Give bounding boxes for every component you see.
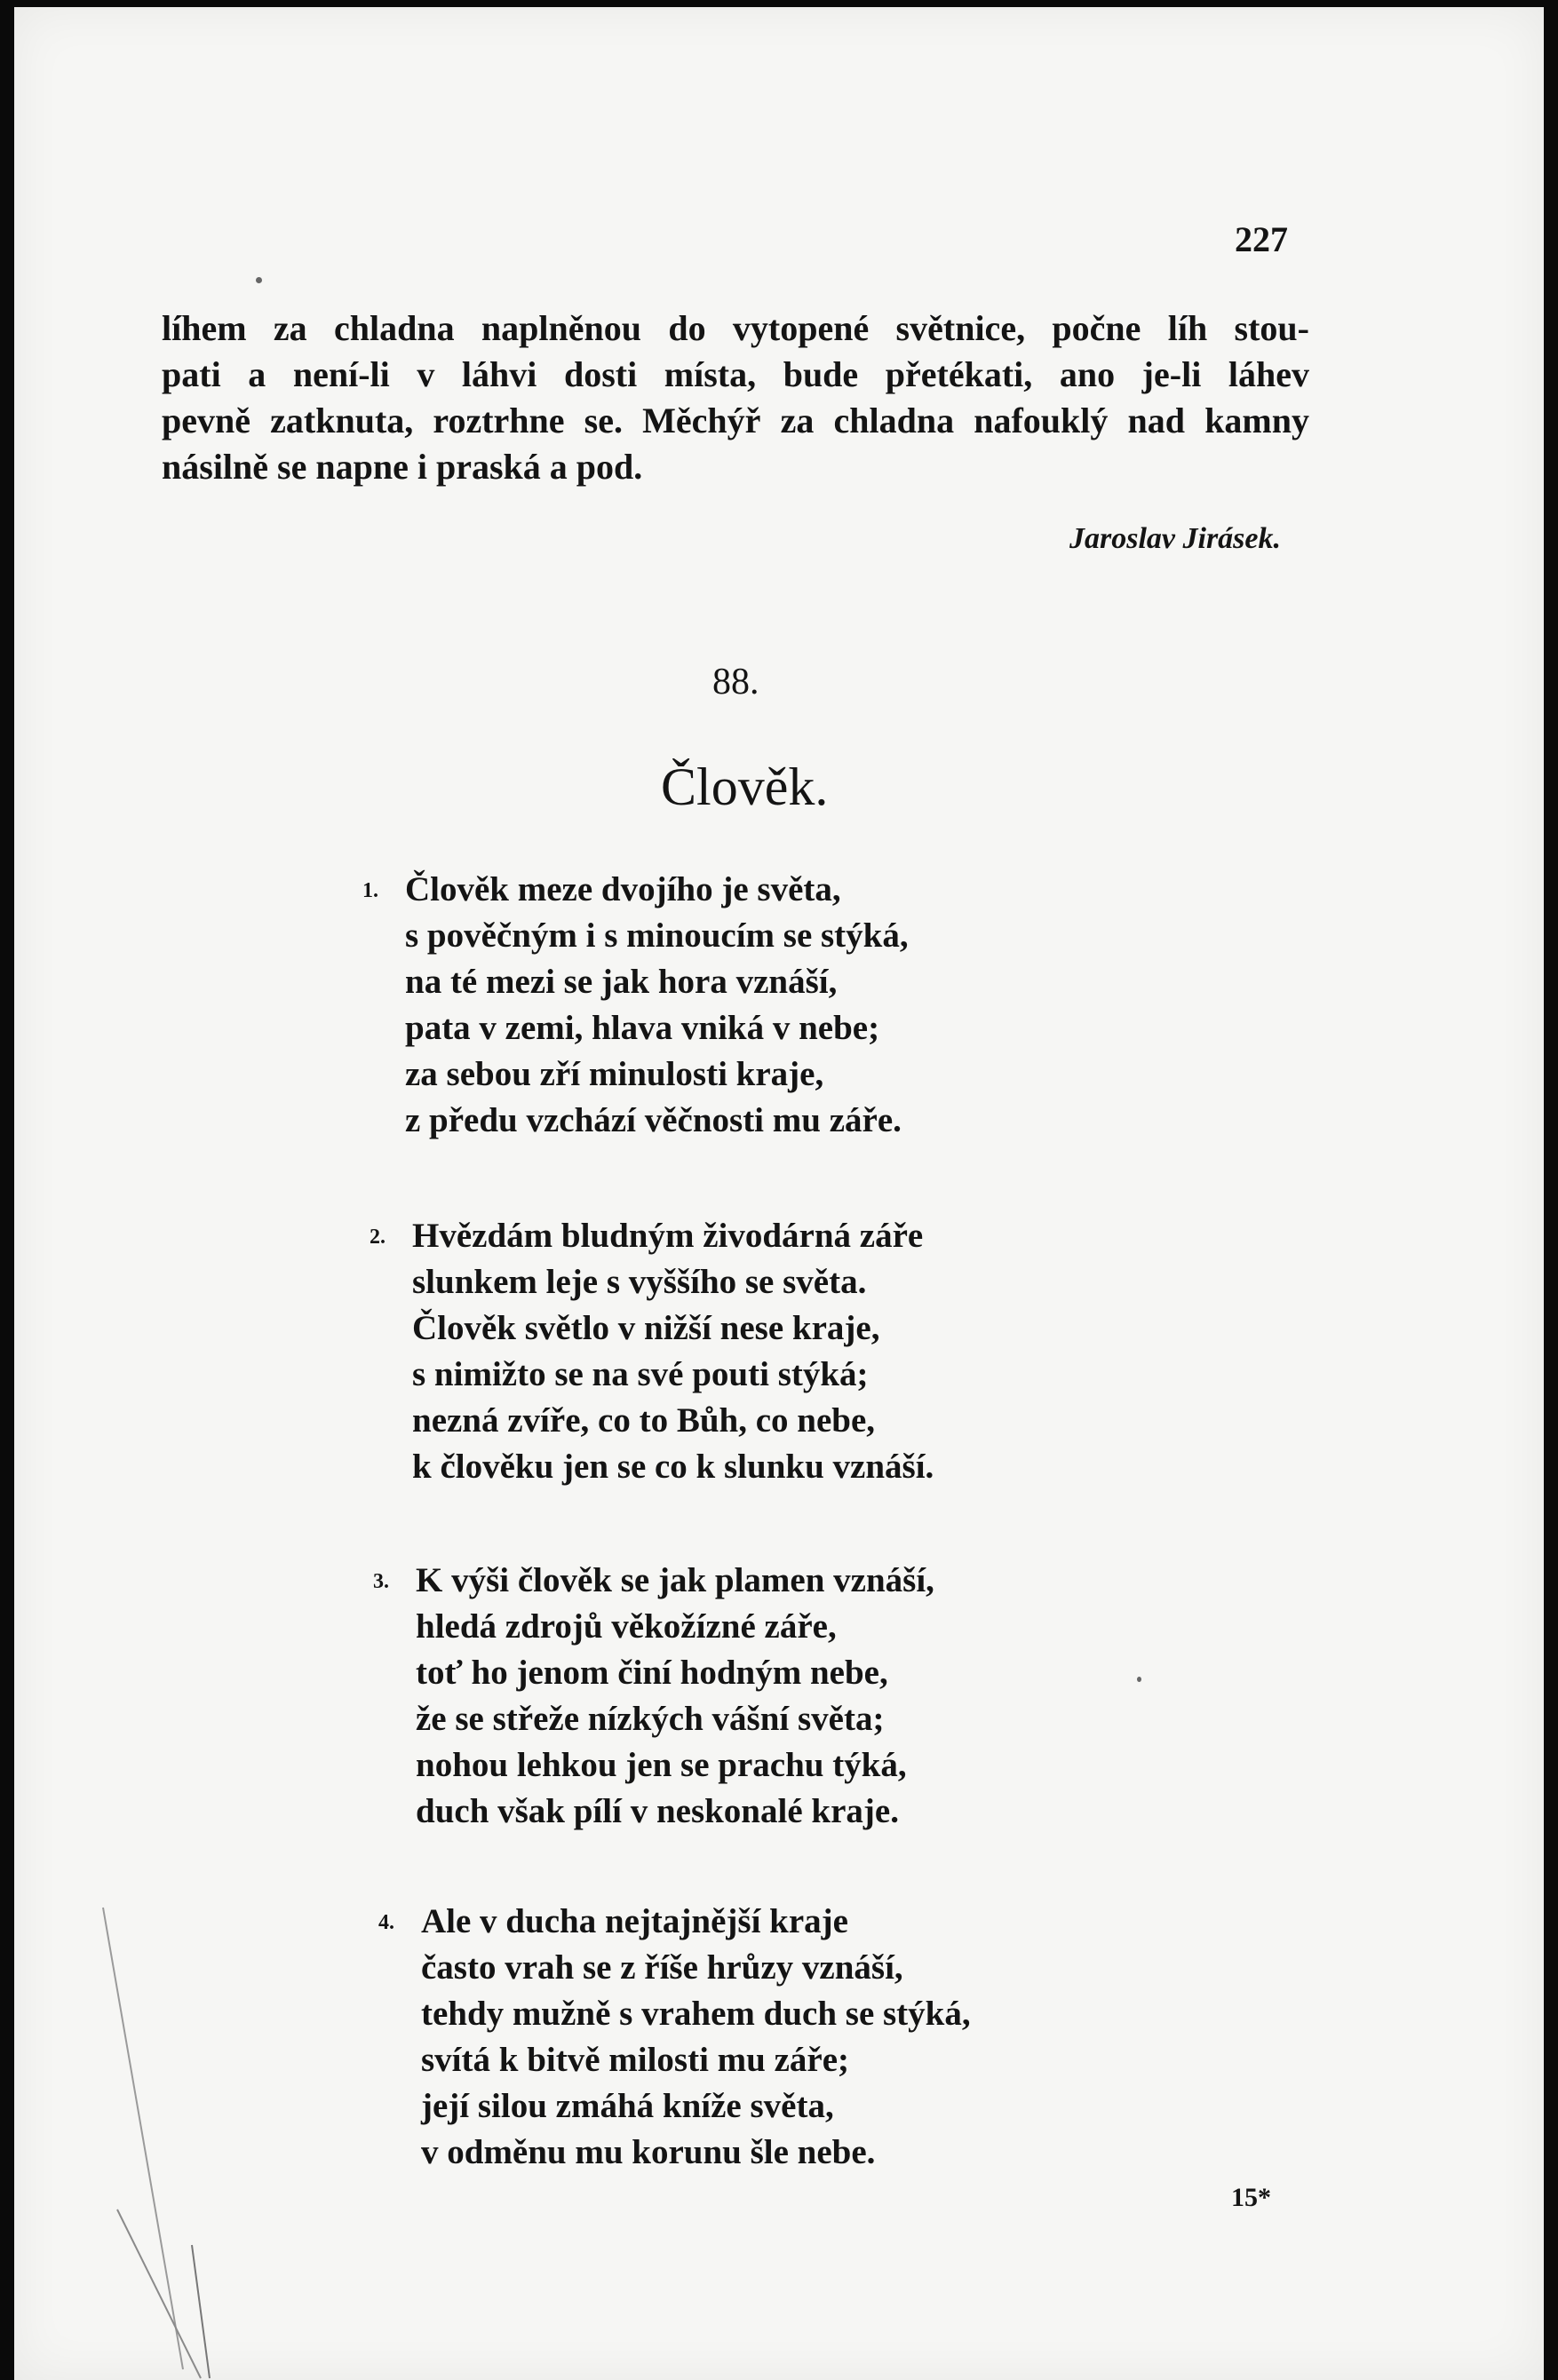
verse-line: její silou zmáhá kníže světa, <box>421 2087 834 2125</box>
poem-title: Člověk. <box>661 758 829 816</box>
stanza-lines <box>405 867 909 1144</box>
prose-paragraph <box>162 305 1309 490</box>
verse-line: K výši člověk se jak plamen vznáší, <box>416 1561 934 1599</box>
signature-mark: 15* <box>1231 2183 1271 2212</box>
verse-line: nohou lehkou jen se prachu týká, <box>416 1746 907 1784</box>
verse-line: často vrah se z říše hrůzy vznáší, <box>421 1948 903 1987</box>
prose-line: násilně se napne i praská a pod. <box>162 447 643 487</box>
stanza-lines <box>421 1899 971 2176</box>
stanza-number: 2. <box>370 1226 386 1249</box>
paper-speck <box>256 277 262 283</box>
stanza-number: 1. <box>362 879 378 902</box>
verse-line: hledá zdrojů věkožízné záře, <box>416 1607 837 1646</box>
stanza-number: 3. <box>373 1570 389 1593</box>
stanza-lines <box>412 1213 934 1490</box>
verse-line: z předu vzchází věčnosti mu záře. <box>405 1101 902 1139</box>
prose-line: pati a není-li v láhvi dosti místa, bude přetékati, ano je-li láhev <box>162 354 1309 394</box>
verse-line: k člověku jen se co k slunku vznáší. <box>412 1448 934 1486</box>
verse-line: s nimižto se na své pouti stýká; <box>412 1355 869 1393</box>
verse-line: svítá k bitvě milosti mu záře; <box>421 2041 850 2079</box>
page-number: 227 <box>1235 219 1288 259</box>
stanza-lines <box>416 1558 934 1835</box>
verse-line: nezná zvíře, co to Bůh, co nebe, <box>412 1401 876 1440</box>
book-page <box>14 7 1544 2380</box>
verse-line: Člověk světlo v nižší nese kraje, <box>412 1309 880 1347</box>
verse-line: Ale v ducha nejtajnější kraje <box>421 1902 848 1940</box>
verse-line: na té mezi se jak hora vznáší, <box>405 963 838 1001</box>
verse-line: za sebou zří minulosti kraje, <box>405 1055 824 1093</box>
verse-line: Člověk meze dvojího je světa, <box>405 870 841 908</box>
verse-line: v odměnu mu korunu šle nebe. <box>421 2133 876 2171</box>
paper-speck <box>1137 1677 1141 1682</box>
verse-line: tehdy mužně s vrahem duch se stýká, <box>421 1995 971 2033</box>
page-edge-lines <box>85 1872 227 2380</box>
verse-line: pata v zemi, hlava vniká v nebe; <box>405 1009 880 1047</box>
prose-line: pevně zatknuta, roztrhne se. Měchýř za chladna nafouklý nad kamny <box>162 401 1309 440</box>
verse-line: že se střeže nízkých vášní světa; <box>416 1700 885 1738</box>
stanza-number: 4. <box>378 1911 394 1934</box>
poem-number: 88. <box>712 662 759 702</box>
verse-line: duch však pílí v neskonalé kraje. <box>416 1792 899 1830</box>
prose-line: líhem za chladna naplněnou do vytopené světnice, počne líh stou- <box>162 308 1309 348</box>
verse-line: toť ho jenom činí hodným nebe, <box>416 1654 888 1692</box>
author-signature: Jaroslav Jirásek. <box>1069 522 1281 555</box>
verse-line: slunkem leje s vyššího se světa. <box>412 1263 867 1301</box>
verse-line: Hvězdám bludným živodárná záře <box>412 1217 924 1255</box>
verse-line: s pověčným i s minoucím se stýká, <box>405 916 909 955</box>
